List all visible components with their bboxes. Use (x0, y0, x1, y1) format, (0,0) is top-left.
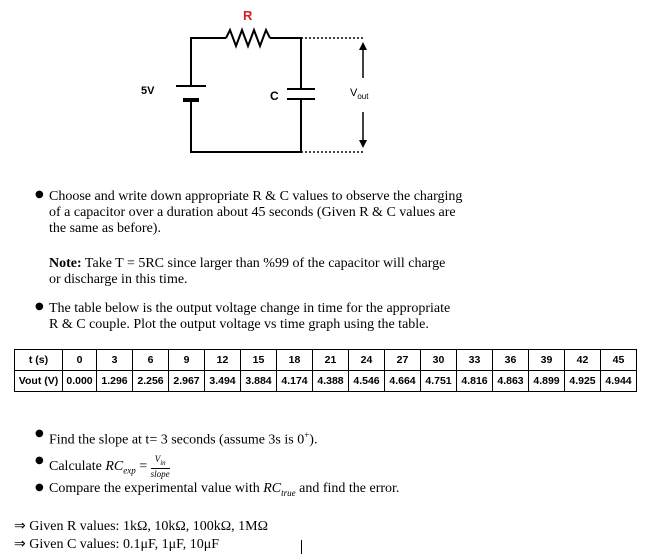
bullet-1-line: the same as before). (49, 221, 161, 236)
given-r-line (14, 519, 268, 535)
table-cell: 0 (63, 350, 97, 371)
table-cell: 3.494 (205, 371, 241, 392)
fraction-numerator (151, 454, 170, 469)
table-cell: 4.863 (493, 371, 529, 392)
table-cell: 30 (421, 350, 457, 371)
table-cell: 12 (205, 350, 241, 371)
table-cell: 15 (241, 350, 277, 371)
bullet-2-text (49, 301, 450, 333)
table-cell: 4.664 (385, 371, 421, 392)
task-2-rc: RC (105, 458, 124, 474)
table-cell: 4.388 (313, 371, 349, 392)
task-3-dot: ● (35, 482, 44, 493)
table-cell: 0.000 (63, 371, 97, 392)
row-header-time: t (s) (15, 350, 63, 371)
table-cell: 21 (313, 350, 349, 371)
fraction-denominator: slope (150, 468, 170, 479)
note-line-2: or discharge in this time. (49, 272, 188, 287)
bullet-1-line: Choose and write down appropriate R & C values to observe the charging (49, 189, 463, 204)
bullet-2-line: The table below is the output voltage change in time for the appropriate (49, 301, 451, 316)
table-cell: 33 (457, 350, 493, 371)
capacitor-label: C (270, 89, 279, 103)
bullet-1-text (49, 189, 462, 237)
circuit-wires (191, 30, 301, 152)
fraction-num-sub: in (160, 458, 166, 467)
table-cell: 3.884 (241, 371, 277, 392)
source-label: 5V (141, 85, 155, 97)
voltage-table (14, 349, 637, 392)
table-row-vout (15, 371, 637, 392)
task-3-sub: true (281, 487, 296, 498)
text-cursor[interactable] (301, 540, 302, 554)
implies-icon: ⇒ (14, 537, 26, 552)
fraction-num-main: V (154, 454, 161, 464)
table-cell: 4.816 (457, 371, 493, 392)
table-row-time (15, 350, 637, 371)
wire-top-right (270, 38, 301, 88)
wire-bottom (191, 100, 301, 152)
rc-circuit-diagram (0, 0, 648, 170)
fraction (151, 454, 170, 479)
task-2-text (49, 454, 170, 479)
table-cell: 2.967 (169, 371, 205, 392)
task-2-sub: exp (123, 465, 136, 476)
table-cell: 4.899 (529, 371, 565, 392)
resistor-label: R (243, 8, 253, 23)
implies-icon: ⇒ (14, 519, 26, 534)
task-1-main: Find the slope at t= 3 seconds (assume 3s is 0 (49, 432, 305, 448)
vout-label-sub: out (357, 92, 369, 102)
note-line-1-rest: Take T = 5RC since larger than %99 of the capacitor will charge (81, 256, 446, 271)
table-cell: 18 (277, 350, 313, 371)
task-1-text (49, 427, 317, 449)
given-c-line (14, 537, 219, 553)
table-cell: 36 (493, 350, 529, 371)
task-3-rc: RC (263, 481, 282, 496)
table-cell: 4.546 (349, 371, 385, 392)
note-line-1 (49, 256, 445, 272)
task-3-suffix: and find the error. (295, 481, 400, 496)
task-1-dot: ● (35, 428, 44, 439)
task-2-prefix: Calculate (49, 458, 106, 474)
vout-arrow-up-head (359, 42, 367, 50)
bullet-2-line: R & C couple. Plot the output voltage vs time graph using the table. (49, 317, 429, 332)
table-cell: 1.296 (97, 371, 133, 392)
vout-arrow-down-head (359, 140, 367, 148)
note-text (49, 256, 445, 288)
given-r-text: Given R values: 1kΩ, 10kΩ, 100kΩ, 1MΩ (29, 519, 269, 534)
task-2-eq: = (135, 458, 151, 474)
table-cell: 24 (349, 350, 385, 371)
task-3-prefix: Compare the experimental value with (49, 481, 264, 496)
task-1-end: ). (309, 432, 318, 448)
table-cell: 42 (565, 350, 601, 371)
note-prefix: Note: (49, 256, 82, 271)
resistor-zigzag (226, 30, 270, 46)
bullet-2-dot: ● (35, 301, 44, 312)
table-cell: 6 (133, 350, 169, 371)
table-cell: 4.751 (421, 371, 457, 392)
table-cell: 45 (601, 350, 637, 371)
table-cell: 2.256 (133, 371, 169, 392)
given-c-text: Given C values: 0.1μF, 1μF, 10μF (29, 537, 220, 552)
table-cell: 27 (385, 350, 421, 371)
table-cell: 3 (97, 350, 133, 371)
table-cell: 9 (169, 350, 205, 371)
wire-top-left (191, 38, 226, 42)
vout-label-main: V (350, 87, 358, 99)
table-cell: 39 (529, 350, 565, 371)
vout-label (350, 87, 368, 101)
table-cell: 4.925 (565, 371, 601, 392)
table-cell: 4.174 (277, 371, 313, 392)
task-1-sup: + (304, 430, 310, 440)
task-2-dot: ● (35, 455, 44, 466)
task-3-text (49, 481, 399, 501)
table-cell: 4.944 (601, 371, 637, 392)
row-header-vout: Vout (V) (15, 371, 63, 392)
bullet-1-dot: ● (35, 189, 44, 200)
bullet-1-line: of a capacitor over a duration about 45 seconds (Given R & C values are (49, 205, 456, 220)
